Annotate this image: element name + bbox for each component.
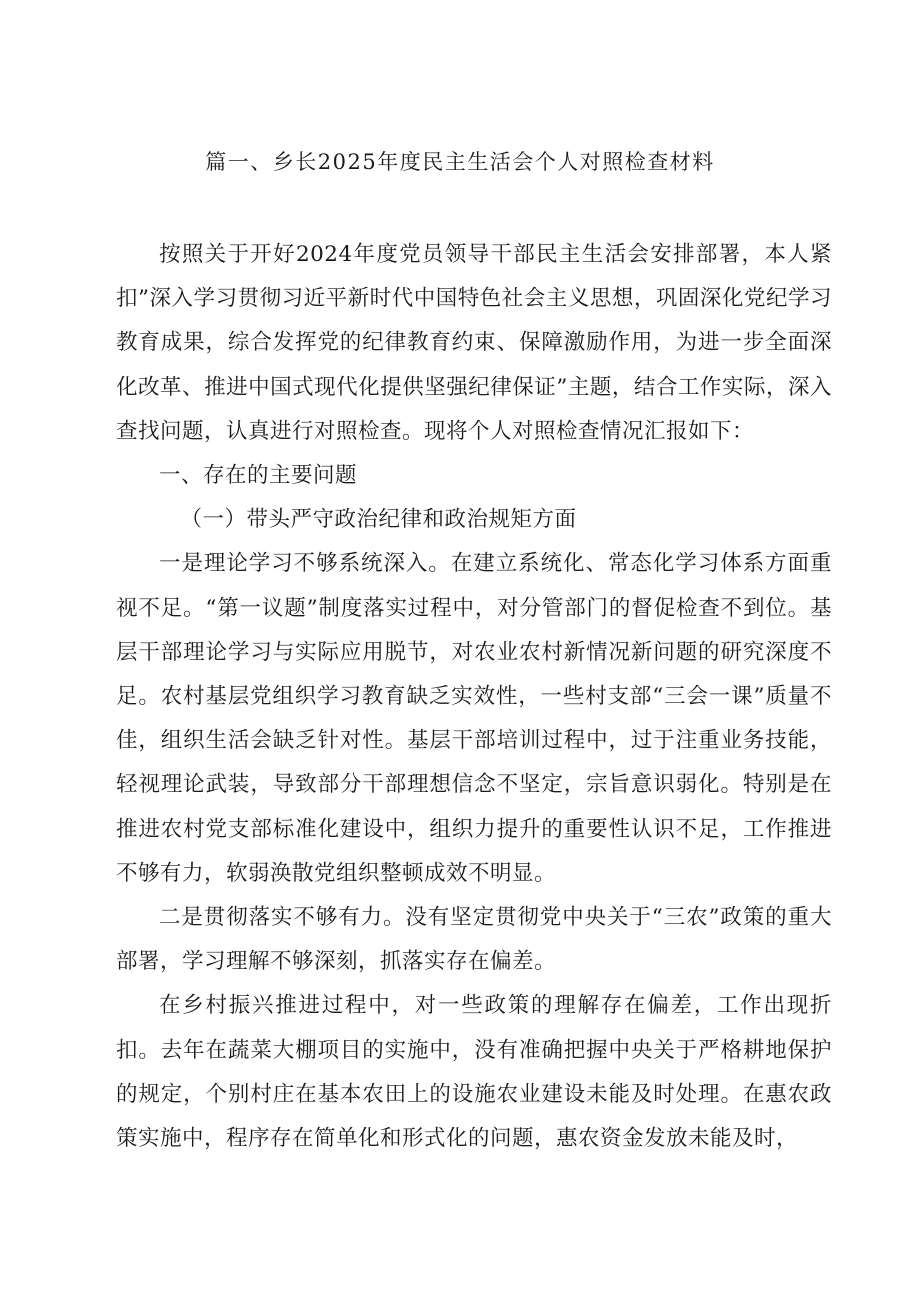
subsection-heading: （一）带头严守政治纪律和政治规矩方面 [180, 507, 577, 533]
section-heading: 一、存在的主要问题 [159, 463, 358, 489]
body-paragraph: 在乡村振兴推进过程中，对一些政策的理解存在偏差，工作出现折扣。去年在蔬菜大棚项目的实施中，没有准确把握中央关于严格耕地保护的规定，个别村庄在基本农田上的设施农业建设未能及时处理。在惠农政策实施中，程序存在简单化和形式化的问题，惠农资金发放未能及时， [116, 993, 832, 1152]
document-title: 篇一、乡长2025年度民主生活会个人对照检查材料 [205, 150, 715, 174]
intro-paragraph: 按照关于开好2024年度党员领导干部民主生活会安排部署，本人紧扣”深入学习贯彻习近平新时代中国特色社会主义思想，巩固深化党纪学习教育成果，综合发挥党的纪律教育约束、保障激励作用，为进一步全面深化改革、推进中国式现代化提供坚强纪律保证”主题，结合工作实际，深入查找问题，认真进行对照检查。现将个人对照检查情况汇报如下： [116, 242, 832, 444]
body-paragraph: 一是理论学习不够系统深入。在建立系统化、常态化学习体系方面重视不足。“第一议题”制度落实过程中，对分管部门的督促检查不到位。基层干部理论学习与实际应用脱节，对农业农村新情况新问题的研究深度不足。农村基层党组织学习教育缺乏实效性，一些村支部“三会一课”质量不佳，组织生活会缺乏针对性。基层干部培训过程中，过于注重业务技能，轻视理论武装，导致部分干部理想信念不坚定，宗旨意识弱化。特别是在推进农村党支部标准化建设中，组织力提升的重要性认识不足，工作推进不够有力，软弱涣散党组织整顿成效不明显。 [116, 551, 832, 886]
body-paragraph: 二是贯彻落实不够有力。没有坚定贯彻党中央关于“三农”政策的重大部署，学习理解不够深刻，抓落实存在偏差。 [116, 905, 832, 975]
document-body [116, 233, 832, 1161]
